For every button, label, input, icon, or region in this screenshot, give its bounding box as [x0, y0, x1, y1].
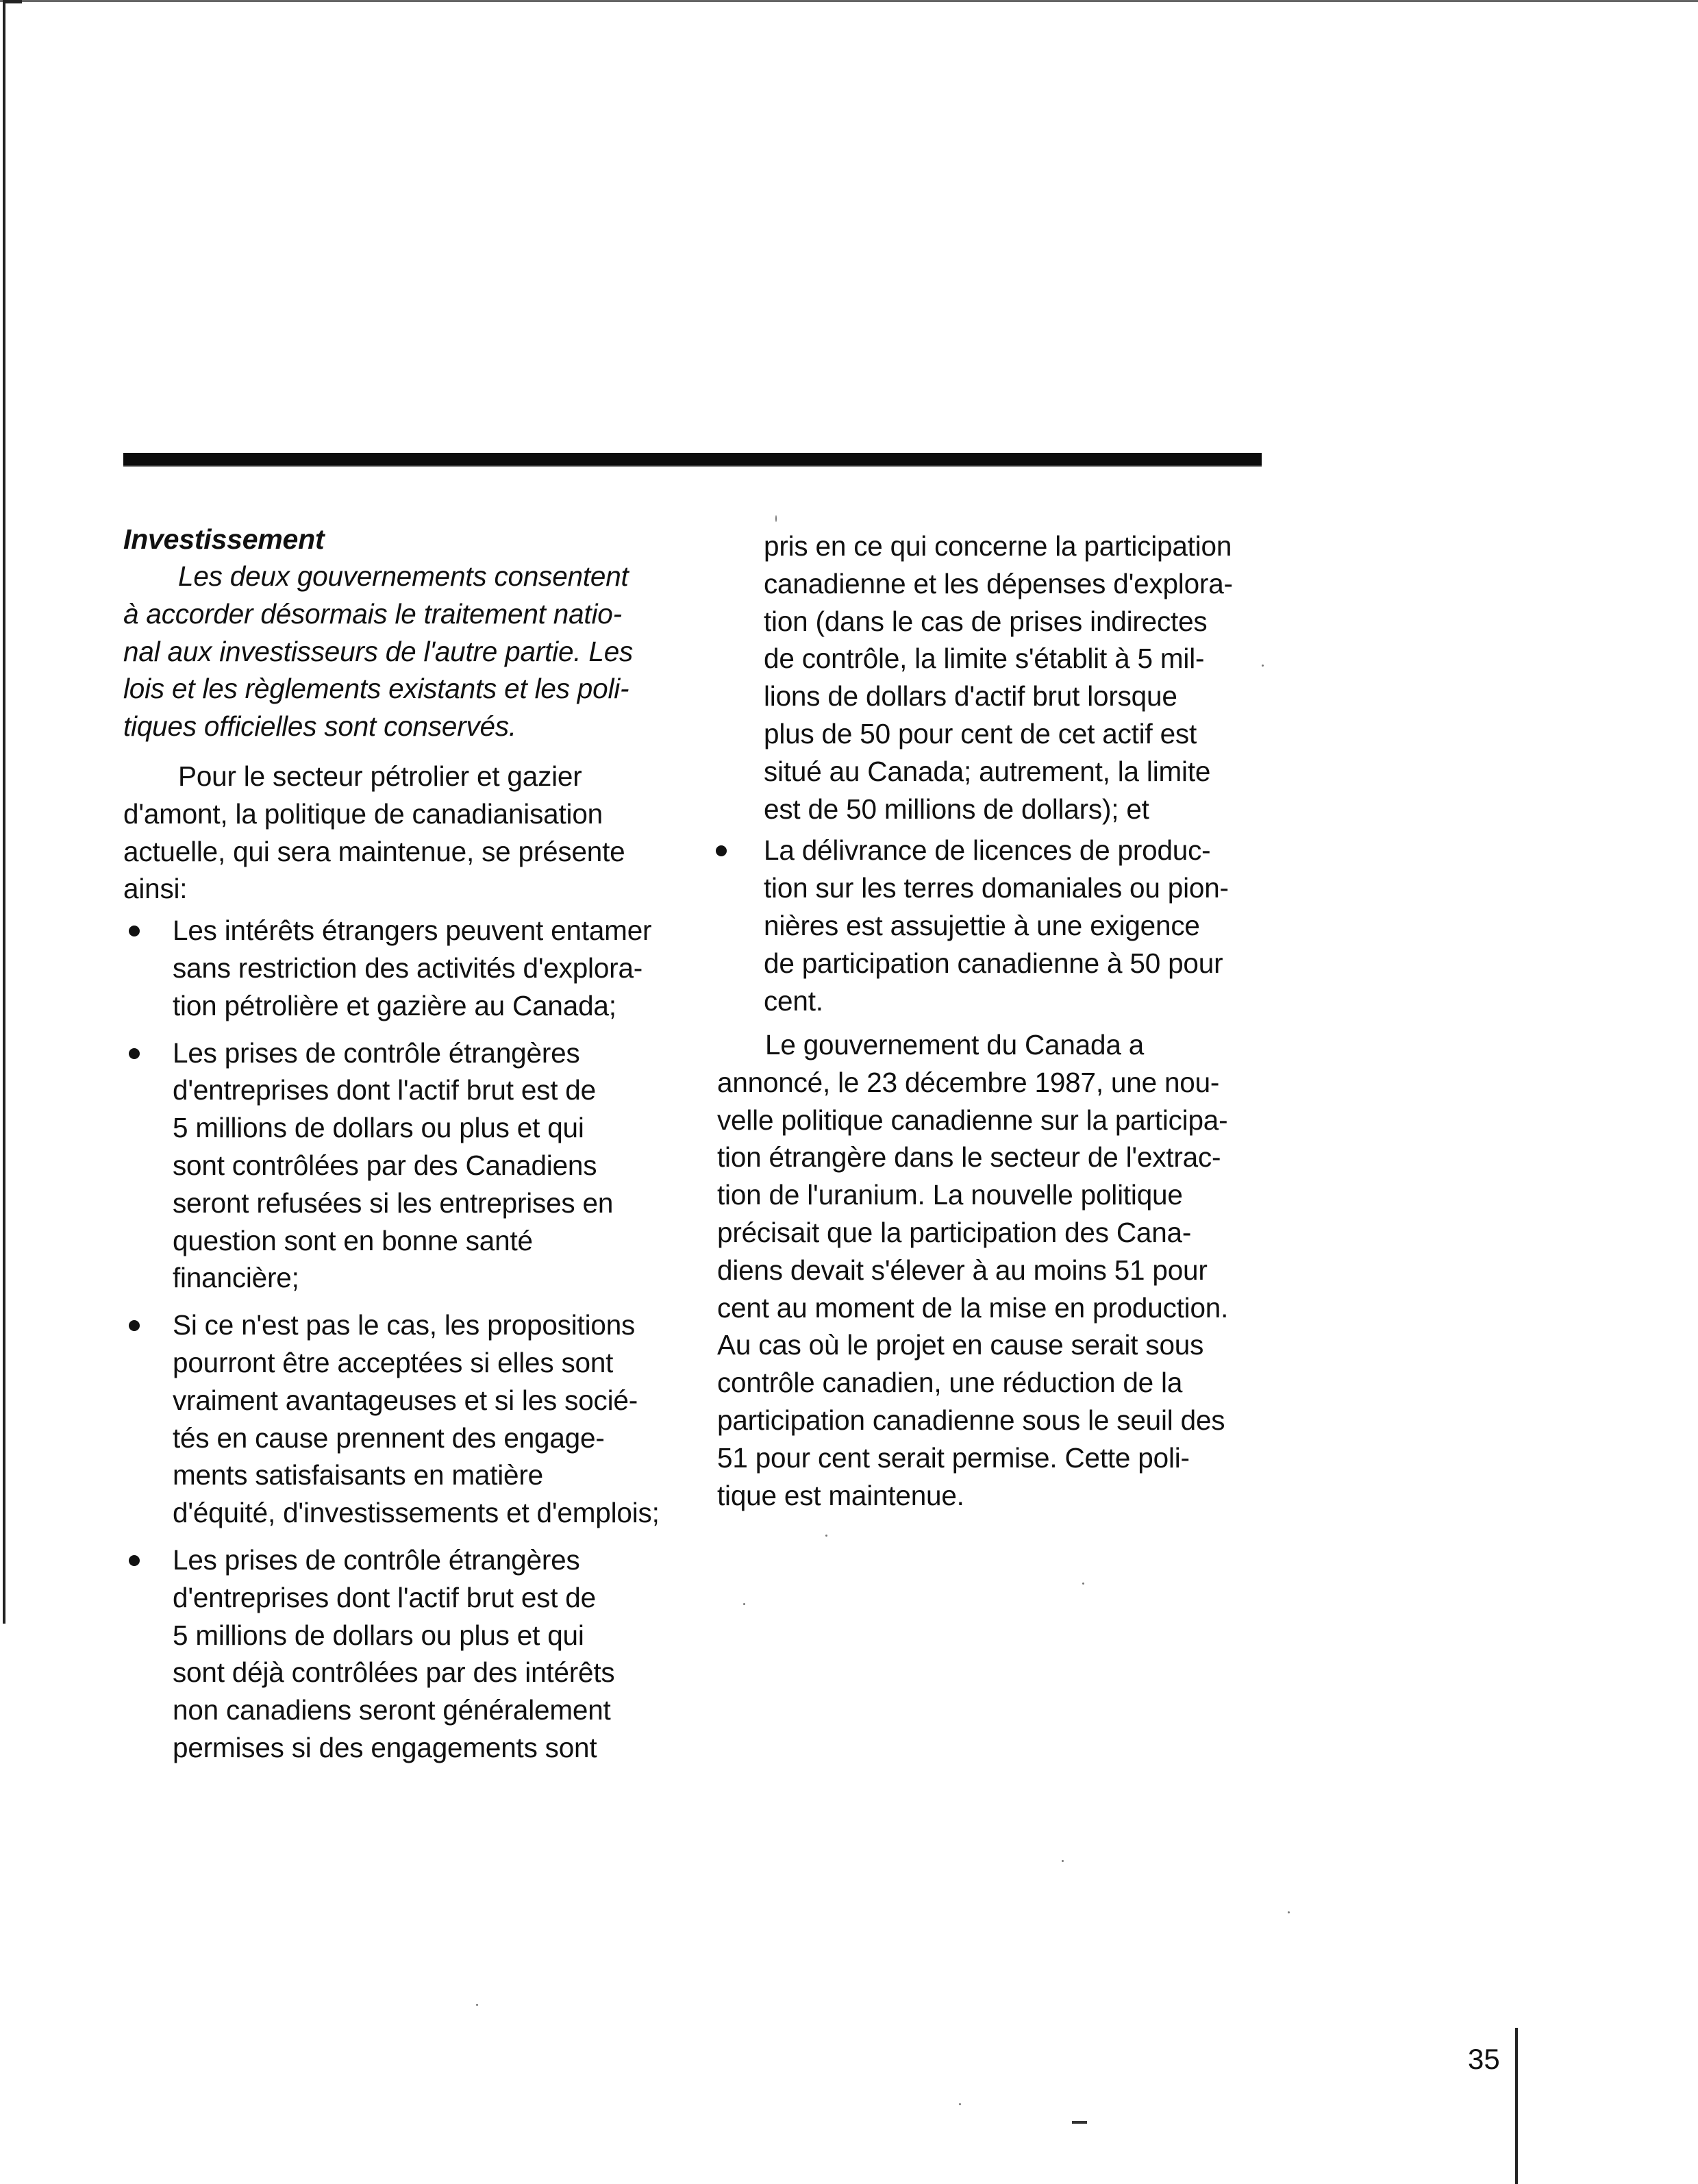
- page-margin-bar: [1515, 2028, 1518, 2184]
- scan-left-edge: [3, 0, 5, 1624]
- scan-speck: [1288, 1911, 1290, 1913]
- list-item-line: d'entreprises dont l'actif brut est de: [173, 1074, 596, 1106]
- list-item-line: La délivrance de licences de produc-: [764, 834, 1211, 867]
- list-item-line: Les prises de contrôle étrangères: [173, 1037, 580, 1069]
- intro-line: à accorder désormais le traitement natio-: [123, 597, 622, 630]
- list-item-line: vraiment avantageuses et si les socié-: [173, 1384, 638, 1416]
- left-column: [123, 521, 671, 1776]
- paragraph-line: tique est maintenue.: [717, 1479, 964, 1511]
- scan-speck: [476, 2004, 478, 2006]
- paragraph-line: cent au moment de la mise en production.: [717, 1291, 1229, 1324]
- list-item: [123, 1541, 671, 1767]
- section-heading: Investissement: [123, 523, 325, 555]
- list-item-line: question sont en bonne santé: [173, 1224, 533, 1256]
- paragraph-line: Le gouvernement du Canada a: [765, 1029, 1145, 1060]
- paragraph-line: ainsi:: [123, 873, 188, 905]
- paragraph-line: d'amont, la politique de canadianisation: [123, 797, 603, 830]
- scan-speck: [1062, 1860, 1064, 1862]
- uranium-paragraph: [717, 1026, 1265, 1514]
- list-item-line: Les prises de contrôle étrangères: [173, 1543, 580, 1576]
- bullet-icon: [129, 1555, 140, 1566]
- continuation-line: de contrôle, la limite s'établit à 5 mil-: [764, 643, 1205, 675]
- list-item-line: de participation canadienne à 50 pour: [764, 947, 1223, 979]
- continuation-line: situé au Canada; autrement, la limite: [764, 755, 1211, 787]
- intro-paragraph: [123, 558, 671, 745]
- list-item-line: 5 millions de dollars ou plus et qui: [173, 1619, 584, 1651]
- paragraph-line: tion de l'uranium. La nouvelle politique: [717, 1179, 1183, 1211]
- list-item-line: cent.: [764, 984, 823, 1017]
- scan-speck: [775, 515, 777, 522]
- list-item: [123, 912, 671, 1024]
- list-item-line: sont contrôlées par des Canadiens: [173, 1149, 597, 1181]
- continuation-line: pris en ce qui concerne la participation: [764, 530, 1232, 562]
- list-item-line: 5 millions de dollars ou plus et qui: [173, 1112, 584, 1144]
- scan-speck: [1082, 1583, 1084, 1585]
- paragraph-line: tion étrangère dans le secteur de l'extrac-: [717, 1141, 1221, 1174]
- paragraph-line: actuelle, qui sera maintenue, se présente: [123, 835, 625, 867]
- section-rule: [123, 453, 1262, 467]
- continuation-line: plus de 50 pour cent de cet actif est: [764, 717, 1197, 749]
- list-item-line: ments satisfaisants en matière: [173, 1459, 543, 1491]
- scan-speck: [743, 1603, 745, 1605]
- paragraph-line: précisait que la participation des Cana-: [717, 1216, 1192, 1248]
- page-number: 35: [1468, 2043, 1500, 2075]
- list-item-line: sans restriction des activités d'explora-: [173, 952, 643, 984]
- bullet-icon: [129, 1048, 140, 1059]
- list-item-line: tion sur les terres domaniales ou pion-: [764, 872, 1229, 904]
- list-item-line: nières est assujettie à une exigence: [764, 909, 1200, 941]
- list-item-line: permises si des engagements sont: [173, 1731, 597, 1763]
- paragraph-line: Pour le secteur pétrolier et gazier: [178, 760, 582, 792]
- scan-speck: [825, 1535, 827, 1537]
- list-item-line: sont déjà contrôlées par des intérêts: [173, 1656, 615, 1689]
- list-item-line: seront refusées si les entreprises en: [173, 1187, 614, 1219]
- list-item-line: Les intérêts étrangers peuvent entamer: [173, 915, 652, 947]
- intro-line: nal aux investisseurs de l'autre partie. Les: [123, 635, 634, 667]
- list-item-line: non canadiens seront généralement: [173, 1694, 611, 1726]
- scan-speck: [959, 2103, 961, 2105]
- list-item-line: Si ce n'est pas le cas, les propositions: [173, 1309, 636, 1341]
- list-item: [717, 832, 1265, 1019]
- intro-line: tiques officielles sont conservés.: [123, 710, 516, 743]
- list-continuation: [717, 528, 1265, 828]
- paragraph-line: velle politique canadienne sur la participa-: [717, 1104, 1228, 1136]
- bullet-icon: [129, 926, 140, 936]
- continuation-line: canadienne et les dépenses d'explora-: [764, 567, 1233, 599]
- continuation-line: tion (dans le cas de prises indirectes: [764, 605, 1208, 637]
- list-item-line: d'équité, d'investissements et d'emplois;: [173, 1497, 660, 1529]
- intro-line: Les deux gouvernements consentent: [178, 560, 629, 592]
- continuation-line: lions de dollars d'actif brut lorsque: [764, 680, 1177, 712]
- paragraph-line: Au cas où le projet en cause serait sous: [717, 1329, 1204, 1361]
- intro-line: lois et les règlements existants et les poli-: [123, 673, 629, 705]
- policy-paragraph: [123, 758, 671, 908]
- paragraph-line: 51 pour cent serait permise. Cette poli-: [717, 1441, 1190, 1474]
- list-item-line: tion pétrolière et gazière au Canada;: [173, 989, 616, 1021]
- scan-speck: [1262, 665, 1264, 667]
- list-item: [123, 1034, 671, 1298]
- continuation-line: est de 50 millions de dollars); et: [764, 793, 1149, 825]
- right-column: [717, 528, 1265, 1029]
- list-item-line: d'entreprises dont l'actif brut est de: [173, 1581, 596, 1613]
- list-item: [123, 1306, 671, 1532]
- paragraph-line: participation canadienne sous le seuil des: [717, 1404, 1225, 1436]
- list-item-line: financière;: [173, 1262, 299, 1294]
- scan-top-edge: [0, 0, 1698, 2]
- list-item-line: tés en cause prennent des engage-: [173, 1422, 605, 1454]
- bullet-icon: [129, 1320, 140, 1331]
- paragraph-line: diens devait s'élever à au moins 51 pour: [717, 1254, 1208, 1286]
- bullet-icon: [716, 845, 727, 856]
- paragraph-line: annoncé, le 23 décembre 1987, une nou-: [717, 1066, 1220, 1098]
- list-item-line: pourront être acceptées si elles sont: [173, 1346, 614, 1378]
- paragraph-line: contrôle canadien, une réduction de la: [717, 1367, 1183, 1399]
- scan-corner-mark: [3, 0, 22, 3]
- scan-dash: [1072, 2121, 1087, 2124]
